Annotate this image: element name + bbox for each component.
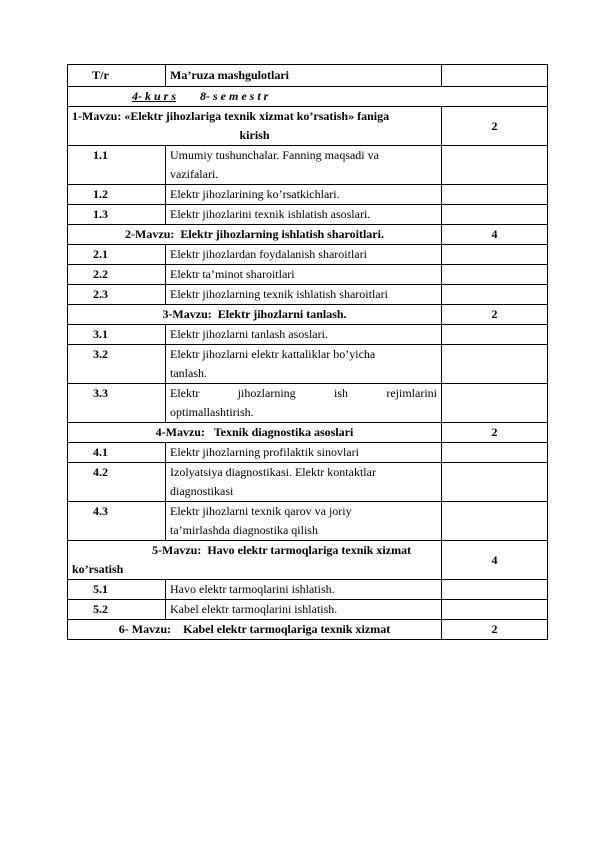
- semester-label: 8- s e m e s t r: [200, 89, 269, 103]
- item-number: 1.3: [68, 205, 166, 225]
- topic-title: [68, 305, 442, 325]
- header-hours: [442, 65, 548, 87]
- item-hours: [442, 345, 548, 384]
- item-text-line: ta’mirlashda diagnostika qilish: [170, 523, 318, 537]
- item-text-line: Elektr jihozlarning texnik ishlatish sharoitlari: [170, 287, 388, 301]
- item-number: 3.3: [68, 384, 166, 423]
- item-hours: [442, 443, 548, 463]
- item-text-line: vazifalari.: [170, 167, 219, 181]
- item-hours: [442, 580, 548, 600]
- item-number: 2.2: [68, 265, 166, 285]
- item-text-line: Elektr jihozlarning profilaktik sinovlari: [170, 445, 359, 459]
- topic-row: [68, 423, 548, 443]
- topic-hours: 2: [442, 423, 548, 443]
- item-hours: [442, 502, 548, 541]
- item-hours: [442, 463, 548, 502]
- topic-hours: 4: [442, 225, 548, 245]
- header-title: Ma’ruza mashgulotlari: [166, 65, 442, 87]
- item-text: [166, 185, 442, 205]
- topic-title: [68, 107, 442, 146]
- item-text-line: Elektr jihozlarni texnik qarov va joriy: [170, 504, 352, 518]
- item-number: 4.2: [68, 463, 166, 502]
- item-row: [68, 245, 548, 265]
- item-text-line: Izolyatsiya diagnostikasi. Elektr kontaktlar: [170, 465, 376, 479]
- item-text: [166, 265, 442, 285]
- item-text: [166, 463, 442, 502]
- item-row: [68, 285, 548, 305]
- semester-cell: [68, 87, 548, 107]
- item-text-line: Umumiy tushunchalar. Fanning maqsadi va: [170, 148, 379, 162]
- topic-row: [68, 225, 548, 245]
- item-text: [166, 443, 442, 463]
- item-text: [166, 600, 442, 620]
- topic-title-line: 3-Mavzu: Elektr jihozlarni tanlash.: [162, 307, 347, 321]
- item-number: 5.2: [68, 600, 166, 620]
- course-label: 4- k u r s: [132, 89, 177, 103]
- item-text: [166, 502, 442, 541]
- item-number: 3.2: [68, 345, 166, 384]
- item-hours: [442, 265, 548, 285]
- topic-hours: 2: [442, 305, 548, 325]
- topic-row: [68, 107, 548, 146]
- item-row: [68, 146, 548, 185]
- topic-title: [68, 225, 442, 245]
- item-text-line: Elektr jihozlarni tanlash asoslari.: [170, 327, 328, 341]
- item-hours: [442, 205, 548, 225]
- item-row: [68, 384, 548, 423]
- item-hours: [442, 245, 548, 265]
- item-text-line: Elektr jihozlarning ish rejimlarini: [170, 386, 437, 400]
- item-row: [68, 463, 548, 502]
- item-text-line: Havo elektr tarmoqlarini ishlatish.: [170, 582, 335, 596]
- item-row: [68, 580, 548, 600]
- topic-hours: 2: [442, 107, 548, 146]
- topic-row: [68, 541, 548, 580]
- item-hours: [442, 325, 548, 345]
- item-hours: [442, 384, 548, 423]
- item-hours: [442, 146, 548, 185]
- curriculum-table: [67, 64, 548, 640]
- topic-title-line: 4-Mavzu: Texnik diagnostika asoslari: [155, 425, 354, 439]
- topic-hours: 4: [442, 541, 548, 580]
- item-number: 1.2: [68, 185, 166, 205]
- item-text: [166, 384, 442, 423]
- topic-title-line: kirish: [239, 128, 270, 142]
- item-hours: [442, 600, 548, 620]
- item-text-line: optimallashtirish.: [170, 405, 254, 419]
- topic-title: [68, 423, 442, 443]
- topic-title: [68, 620, 442, 640]
- header-number: T/r: [68, 65, 166, 87]
- item-hours: [442, 185, 548, 205]
- item-text-line: Elektr jihozlardan foydalanish sharoitlari: [170, 247, 367, 261]
- item-text: [166, 245, 442, 265]
- item-row: [68, 443, 548, 463]
- topic-title-line: 6- Mavzu: Kabel elektr tarmoqlariga texnik xizmat: [118, 622, 391, 636]
- item-hours: [442, 285, 548, 305]
- item-text: [166, 345, 442, 384]
- item-row: [68, 185, 548, 205]
- item-text: [166, 325, 442, 345]
- item-row: [68, 502, 548, 541]
- item-text-line: Elektr jihozlarini texnik ishlatish asoslari.: [170, 207, 371, 221]
- item-number: 2.3: [68, 285, 166, 305]
- item-text: [166, 285, 442, 305]
- item-text-line: Kabel elektr tarmoqlarini ishlatish.: [170, 602, 338, 616]
- item-number: 2.1: [68, 245, 166, 265]
- topic-row: [68, 305, 548, 325]
- header-row: [68, 65, 548, 87]
- item-row: [68, 205, 548, 225]
- item-text-line: Elektr ta’minot sharoitlari: [170, 267, 295, 281]
- item-number: 5.1: [68, 580, 166, 600]
- item-row: [68, 325, 548, 345]
- item-text: [166, 205, 442, 225]
- item-number: 1.1: [68, 146, 166, 185]
- topic-title-line: ko’rsatish: [72, 562, 124, 576]
- topic-title-line: 1-Mavzu: «Elektr jihozlariga texnik xizmat ko’rsatish» faniga: [72, 109, 390, 123]
- item-text-line: Elektr jihozlarni elektr kattaliklar bo’yicha: [170, 347, 376, 361]
- item-row: [68, 345, 548, 384]
- item-text: [166, 146, 442, 185]
- semester-row: [68, 87, 548, 107]
- topic-title: [68, 541, 442, 580]
- item-text-line: tanlash.: [170, 366, 207, 380]
- item-row: [68, 265, 548, 285]
- topic-title-line: 2-Mavzu: Elektr jihozlarning ishlatish sharoitlari.: [125, 227, 384, 241]
- item-number: 4.1: [68, 443, 166, 463]
- item-number: 3.1: [68, 325, 166, 345]
- item-text-line: diagnostikasi: [170, 484, 234, 498]
- topic-title-line: 5-Mavzu: Havo elektr tarmoqlariga texnik xizmat: [152, 543, 412, 557]
- item-number: 4.3: [68, 502, 166, 541]
- topic-row: [68, 620, 548, 640]
- topic-hours: 2: [442, 620, 548, 640]
- item-row: [68, 600, 548, 620]
- item-text: [166, 580, 442, 600]
- item-text-line: Elektr jihozlarining ko’rsatkichlari.: [170, 187, 340, 201]
